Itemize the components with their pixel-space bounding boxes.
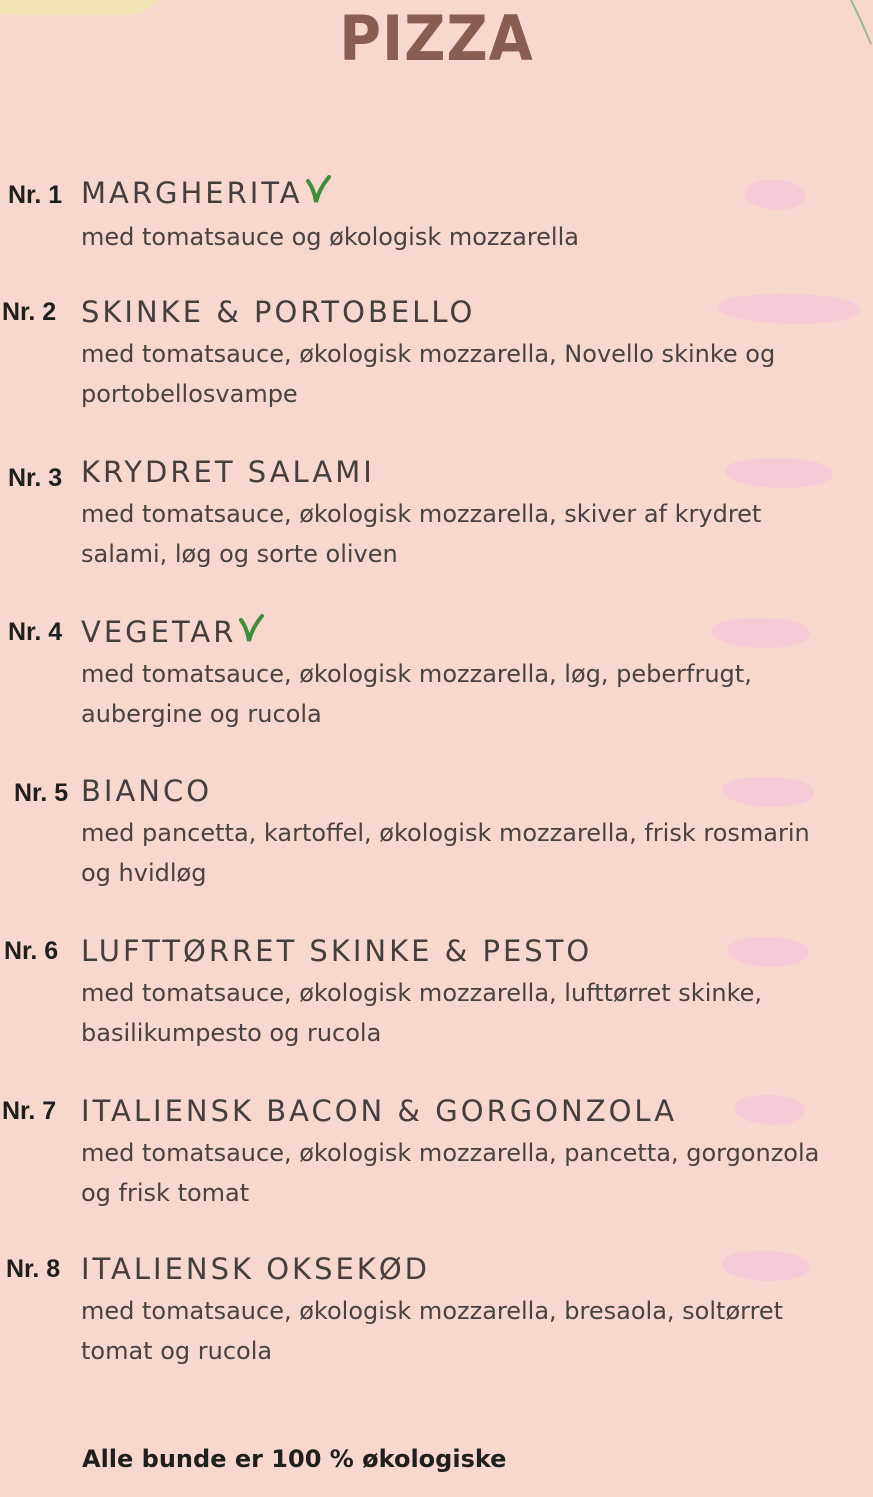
vegetarian-leaf-icon — [305, 175, 331, 205]
price-placeholder-smudge — [718, 294, 860, 324]
vegetarian-leaf-icon — [238, 614, 264, 644]
price-placeholder-smudge — [745, 180, 805, 210]
item-description: med tomatsauce, økologisk mozzarella, lufttørret skinke, basilikumpesto og rucola — [81, 979, 763, 1047]
item-number: Nr. 6 — [4, 937, 59, 965]
item-description: med tomatsauce, økologisk mozzarella, løg, peberfrugt, aubergine og rucola — [81, 660, 752, 728]
item-number: Nr. 5 — [14, 779, 69, 807]
item-name-text: KRYDRET SALAMI — [81, 455, 375, 489]
item-name — [81, 294, 475, 330]
item-description: med tomatsauce, økologisk mozzarella, pancetta, gorgonzola og frisk tomat — [81, 1139, 820, 1207]
item-name-text: SKINKE & PORTOBELLO — [81, 295, 476, 329]
item-name-text: BIANCO — [81, 774, 213, 808]
item-name — [81, 773, 212, 809]
item-name — [81, 454, 375, 490]
item-description: med tomatsauce, økologisk mozzarella, skiver af krydret salami, løg og sorte oliven — [81, 500, 762, 568]
price-placeholder-smudge — [722, 1251, 810, 1281]
price-placeholder-smudge — [725, 458, 833, 488]
item-name — [81, 614, 264, 650]
item-number: Nr. 8 — [6, 1255, 61, 1283]
price-placeholder-smudge — [735, 1095, 805, 1125]
item-name — [81, 175, 331, 211]
item-name — [81, 933, 592, 969]
item-name-text: ITALIENSK OKSEKØD — [81, 1252, 430, 1286]
item-name — [81, 1093, 677, 1129]
item-number: Nr. 3 — [8, 464, 63, 492]
footer-note: Alle bunde er 100 % økologiske — [82, 1445, 507, 1473]
price-placeholder-smudge — [712, 618, 810, 648]
price-placeholder-smudge — [722, 777, 814, 807]
page-title: PIZZA — [339, 2, 534, 75]
item-description: med pancetta, kartoffel, økologisk mozzarella, frisk rosmarin og hvidløg — [81, 819, 810, 887]
item-number: Nr. 4 — [8, 618, 63, 646]
item-name-text: VEGETAR — [81, 615, 237, 649]
item-name-text: LUFTTØRRET SKINKE & PESTO — [81, 934, 593, 968]
item-name — [81, 1251, 430, 1287]
item-number: Nr. 2 — [2, 298, 57, 326]
item-description: med tomatsauce, økologisk mozzarella, bresaola, soltørret tomat og rucola — [81, 1297, 784, 1365]
item-description: med tomatsauce, økologisk mozzarella, Novello skinke og portobellosvampe — [81, 340, 776, 408]
item-name-text: ITALIENSK BACON & GORGONZOLA — [81, 1094, 678, 1128]
item-name-text: MARGHERITA — [81, 176, 303, 210]
item-number: Nr. 7 — [2, 1097, 57, 1125]
price-placeholder-smudge — [728, 937, 808, 967]
decorative-stem-line — [843, 0, 873, 50]
item-description: med tomatsauce og økologisk mozzarella — [81, 223, 579, 251]
item-number: Nr. 1 — [8, 181, 63, 209]
